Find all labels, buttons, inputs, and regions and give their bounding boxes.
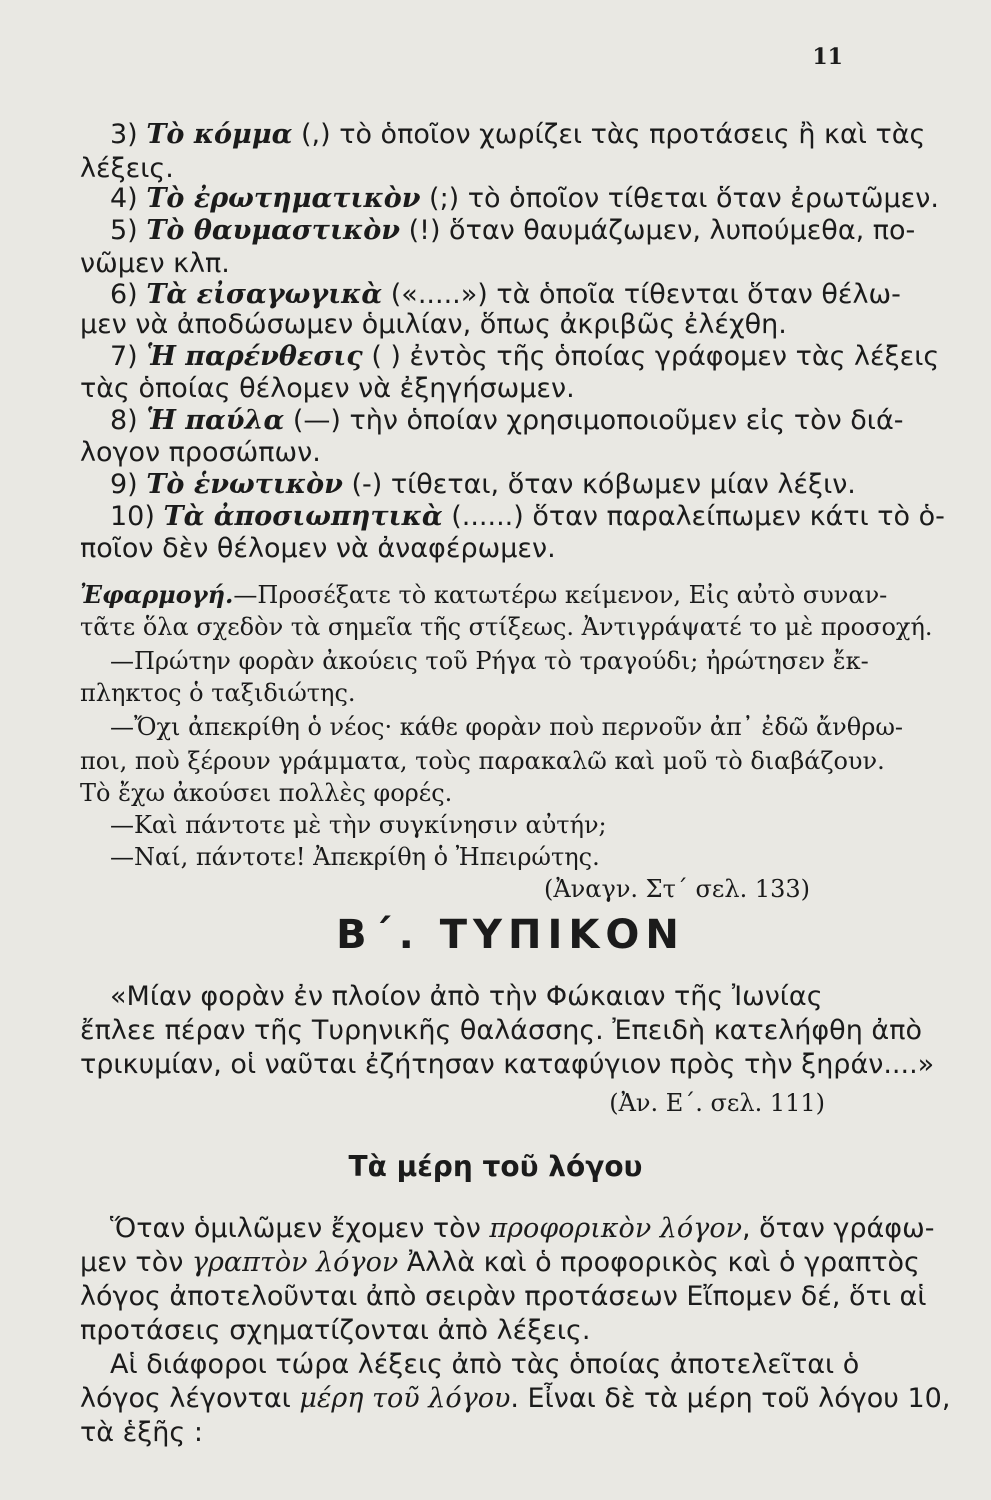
parts-of-speech-title: Τὰ μέρη τοῦ λόγου xyxy=(348,1150,643,1183)
paragraph-line: Ὅταν ὁμιλῶμεν ἔχομεν τὸν προφορικὸν λόγον, ὅταν γράφω- xyxy=(110,1213,935,1244)
list-item: 9) Τὸ ἑνωτικὸν (-) τίθεται, ὅταν κόβωμεν μίαν λέξιν. xyxy=(110,469,856,500)
list-item-continuation: ποῖον δὲν θέλομεν νὰ ἀναφέρωμεν. xyxy=(80,533,556,564)
paragraph-line: Αἱ διάφοροι τώρα λέξεις ἀπὸ τὰς ὁποίας ἀποτελεῖται ὁ xyxy=(110,1349,860,1380)
list-item: 6) Τὰ εἰσαγωγικὰ («.....») τὰ ὁποῖα τίθενται ὅταν θέλω- xyxy=(110,279,901,310)
list-item: 8) Ἡ παύλα (—) τὴν ὁποίαν χρησιμοποιοῦμεν εἰς τὸν διά- xyxy=(110,405,904,436)
exercise-label: Ἐφαρμογή. xyxy=(80,580,234,609)
paragraph-line: λόγος ἀποτελοῦνται ἀπὸ σειρὰν προτάσεων Εἴπομεν δέ, ὅτι αἱ xyxy=(80,1281,927,1312)
quote-line: τρικυμίαν, οἱ ναῦται ἐζήτησαν καταφύγιον πρὸς τὴν ξηράν....» xyxy=(80,1049,935,1080)
exercise-line: ποι, ποὺ ξέρουν γράμματα, τοὺς παρακαλῶ καὶ μοῦ τὸ διαβάζουν. xyxy=(80,747,885,775)
paragraph-line: τὰ ἑξῆς : xyxy=(80,1417,203,1448)
list-item-continuation: νῶμεν κλπ. xyxy=(80,248,230,279)
list-item-continuation: τὰς ὁποίας θέλομεν νὰ ἐξηγήσωμεν. xyxy=(80,373,575,404)
list-item: 5) Τὸ θαυμαστικὸν (!) ὅταν θαυμάζωμεν, λυπούμεθα, πο- xyxy=(110,215,916,246)
exercise-line: πληκτος ὁ ταξιδιώτης. xyxy=(80,679,356,707)
list-item: 10) Τὰ ἀποσιωπητικὰ (......) ὅταν παραλείπωμεν κάτι τὸ ὁ- xyxy=(110,501,945,532)
exercise-line: —Καὶ πάντοτε μὲ τὴν συγκίνησιν αὐτήν; xyxy=(110,811,607,839)
exercise-line: —Πρώτην φορὰν ἀκούεις τοῦ Ρήγα τὸ τραγούδι; ἠρώτησεν ἔκ- xyxy=(110,647,869,675)
exercise-line: —Ὄχι ἀπεκρίθη ὁ νέος· κάθε φορὰν ποὺ περνοῦν ἀπ᾿ ἐδῶ ἄνθρω- xyxy=(110,713,903,741)
exercise-line: τᾶτε ὅλα σχεδὸν τὰ σημεῖα τῆς στίξεως. Ἀντιγράψατέ το μὲ προσοχή. xyxy=(80,613,933,641)
exercise-line: —Ναί, πάντοτε! Ἀπεκρίθη ὁ Ἠπειρώτης. xyxy=(110,843,600,871)
page-number: 11 xyxy=(812,44,843,70)
section-b-title: Β´. ΤΥΠΙΚΟΝ xyxy=(336,912,685,958)
list-item: 7) Ἡ παρένθεσις ( ) ἐντὸς τῆς ὁποίας γράφομεν τὰς λέξεις xyxy=(110,341,940,372)
paragraph-line: μεν τὸν γραπτὸν λόγον Ἀλλὰ καὶ ὁ προφορικὸς καὶ ὁ γραπτὸς xyxy=(80,1247,920,1278)
paragraph-line: λόγος λέγονται μέρη τοῦ λόγου. Εἶναι δὲ τὰ μέρη τοῦ λόγου 10, xyxy=(80,1383,951,1414)
paragraph-line: προτάσεις σχηματίζονται ἀπὸ λέξεις. xyxy=(80,1315,591,1346)
quote-line: ἔπλεε πέραν τῆς Τυρηνικῆς θαλάσσης. Ἐπειδὴ κατελήφθη ἀπὸ xyxy=(80,1015,922,1046)
exercise-line: Τὸ ἔχω ἀκούσει πολλὲς φορές. xyxy=(80,779,453,807)
list-item-continuation: λογον προσώπων. xyxy=(80,437,321,468)
list-item: 4) Τὸ ἐρωτηματικὸν (;) τὸ ὁποῖον τίθεται ὅταν ἐρωτῶμεν. xyxy=(110,183,939,214)
list-item: 3) Τὸ κόμμα (,) τὸ ὁποῖον χωρίζει τὰς προτάσεις ἢ καὶ τὰς xyxy=(110,119,926,150)
list-item-continuation: λέξεις. xyxy=(80,153,174,184)
quote-source: (Ἀν. Ε´. σελ. 111) xyxy=(609,1089,825,1117)
exercise-line: Ἐφαρμογή.—Προσέξατε τὸ κατωτέρω κείμενον, Εἰς αὐτὸ συναν- xyxy=(80,580,888,609)
exercise-source: (Ἀναγν. Στ´ σελ. 133) xyxy=(543,875,810,903)
quote-line: «Μίαν φορὰν ἐν πλοίον ἀπὸ τὴν Φώκαιαν τῆς Ἰωνίας xyxy=(110,981,823,1012)
list-item-continuation: μεν νὰ ἀποδώσωμεν ὁμιλίαν, ὅπως ἀκριβῶς ἐλέχθη. xyxy=(80,309,787,340)
